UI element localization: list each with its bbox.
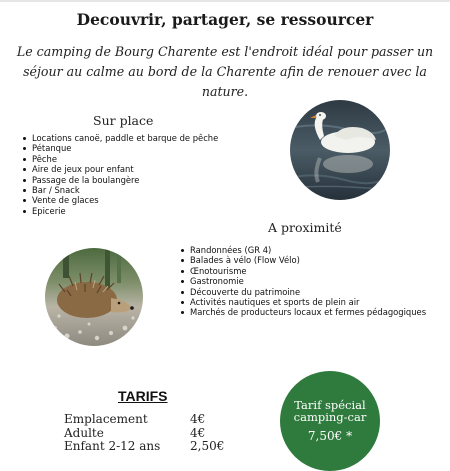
camping-car-badge-title xyxy=(280,399,380,423)
list-item: Activités nautiques et sports de plein air xyxy=(178,297,426,307)
table-row xyxy=(64,427,224,441)
sur-place-list xyxy=(20,133,218,216)
camping-car-badge xyxy=(280,371,380,471)
list-item: Locations canoë, paddle et barque de pêche xyxy=(20,133,218,143)
sur-place-heading: Sur place xyxy=(93,113,154,128)
tarifs-title: TARIFS xyxy=(118,388,168,404)
proximite-list xyxy=(178,245,426,318)
top-divider xyxy=(0,0,450,2)
hedgehog-photo xyxy=(45,248,143,346)
tarif-price: 4€ xyxy=(190,412,206,426)
list-item: Bar / Snack xyxy=(20,185,218,195)
list-item: Pétanque xyxy=(20,143,218,153)
list-item: Epicerie xyxy=(20,206,218,216)
badge-line-2: camping-car xyxy=(293,410,367,424)
list-item: Marchés de producteurs locaux et fermes pédagogiques xyxy=(178,307,426,317)
tarif-price: 2,50€ xyxy=(190,439,225,453)
list-item: Œnotourisme xyxy=(178,266,426,276)
list-item: Vente de glaces xyxy=(20,195,218,205)
list-item: Balades à vélo (Flow Vélo) xyxy=(178,255,426,265)
tarif-label: Enfant 2-12 ans xyxy=(64,439,161,453)
tarif-label: Adulte xyxy=(64,425,104,440)
list-item: Pêche xyxy=(20,154,218,164)
list-item: Découverte du patrimoine xyxy=(178,287,426,297)
swan-photo xyxy=(290,100,390,200)
table-row xyxy=(64,413,224,427)
list-item: Randonnées (GR 4) xyxy=(178,245,426,255)
page-title: Decouvrir, partager, se ressourcer xyxy=(76,10,374,29)
tarifs-table xyxy=(64,413,224,454)
tarif-price: 4€ xyxy=(190,425,206,440)
list-item: Gastronomie xyxy=(178,276,426,286)
list-item: Aire de jeux pour enfant xyxy=(20,164,218,174)
badge-line-1: Tarif spécial xyxy=(294,398,366,412)
list-item: Passage de la boulangère xyxy=(20,175,218,185)
proximite-heading: A proximité xyxy=(268,220,342,235)
intro-text: Le camping de Bourg Charente est l'endroit idéal pour passer un séjour au calme au bord de la Charente afin de renouer avec la nature. xyxy=(16,44,434,99)
table-row xyxy=(64,440,224,454)
camping-car-price: 7,50€ * xyxy=(307,429,353,443)
tarif-label: Emplacement xyxy=(64,412,148,426)
